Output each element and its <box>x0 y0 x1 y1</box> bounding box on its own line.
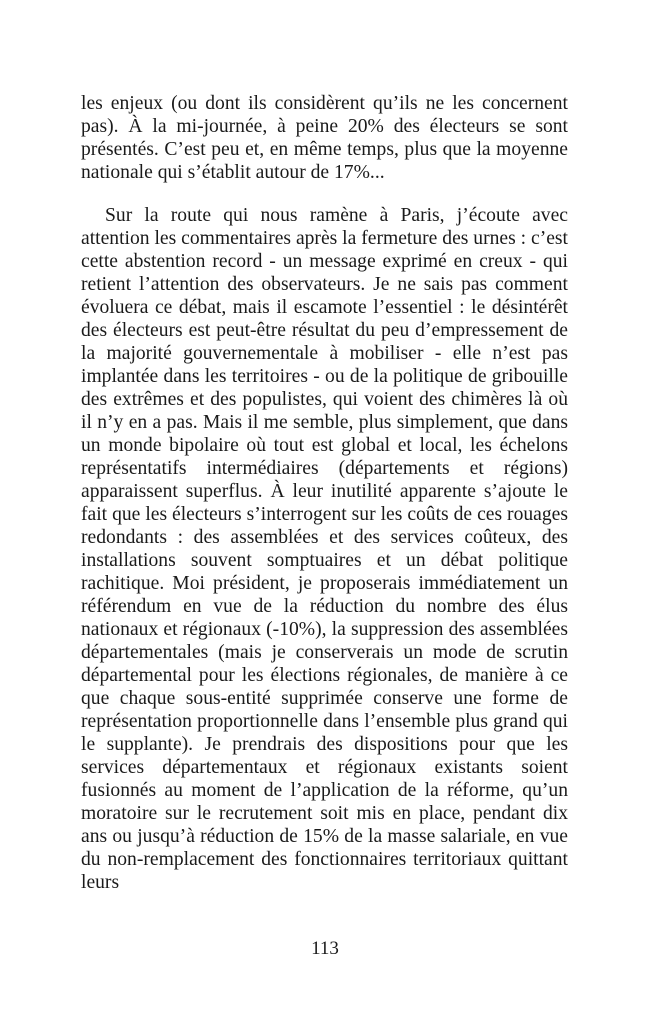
page-number: 113 <box>311 938 339 959</box>
page-body <box>81 92 568 894</box>
paragraph-continuation: les enjeux (ou dont ils considèrent qu’ils ne les concernent pas). À la mi-journée, à peine 20% des électeurs se sont présentés. C’est peu et, en même temps, plus que la moyenne nationale qui s’établit autour de 17%... <box>81 93 568 183</box>
paragraph-main: Sur la route qui nous ramène à Paris, j’écoute avec attention les commentaires après la fermeture des urnes : c’est cette abstention record - un message exprimé en creux - qui retient l’attention des observateurs. Je ne sais pas comment évoluera ce débat, mais il escamote l’essentiel : le désintérêt des électeurs est peut-être résultat du peu d’empressement de la majorité gouvernementale à mobiliser - elle n’est pas implantée dans les territoires - ou de la politique de gribouille des extrêmes et des populistes, qui voient des chimères là où il n’y en a pas. Mais il me semble, plus simplement, que dans un monde bipolaire où tout est global et local, les échelons représentatifs intermédiaires (départements et régions) apparaissent superflus. À leur inutilité apparente s’ajoute le fait que les électeurs s’interrogent sur les coûts de ces rouages redondants : des assemblées et des services coûteux, des installations souvent somptuaires et un débat politique rachitique. Moi président, je proposerais immédiatement un référendum en vue de la réduction du nombre des élus nationaux et régionaux (-10%), la suppression des assemblées départementales (mais je conserverais un mode de scrutin départemental pour les élections régionales, de manière à ce que chaque sous-entité supprimée conserve une forme de représentation proportionnelle dans l’ensemble plus grand qui le supplante). Je prendrais des dispositions pour que les services départementaux et régionaux existants soient fusionnés au moment de l’application de la réforme, qu’un moratoire sur le recrutement soit mis en place, pendant dix ans ou jusqu’à réduction de 15% de la masse salariale, en vue du non-remplacement des fonctionnaires territoriaux quittant leurs <box>81 205 568 893</box>
